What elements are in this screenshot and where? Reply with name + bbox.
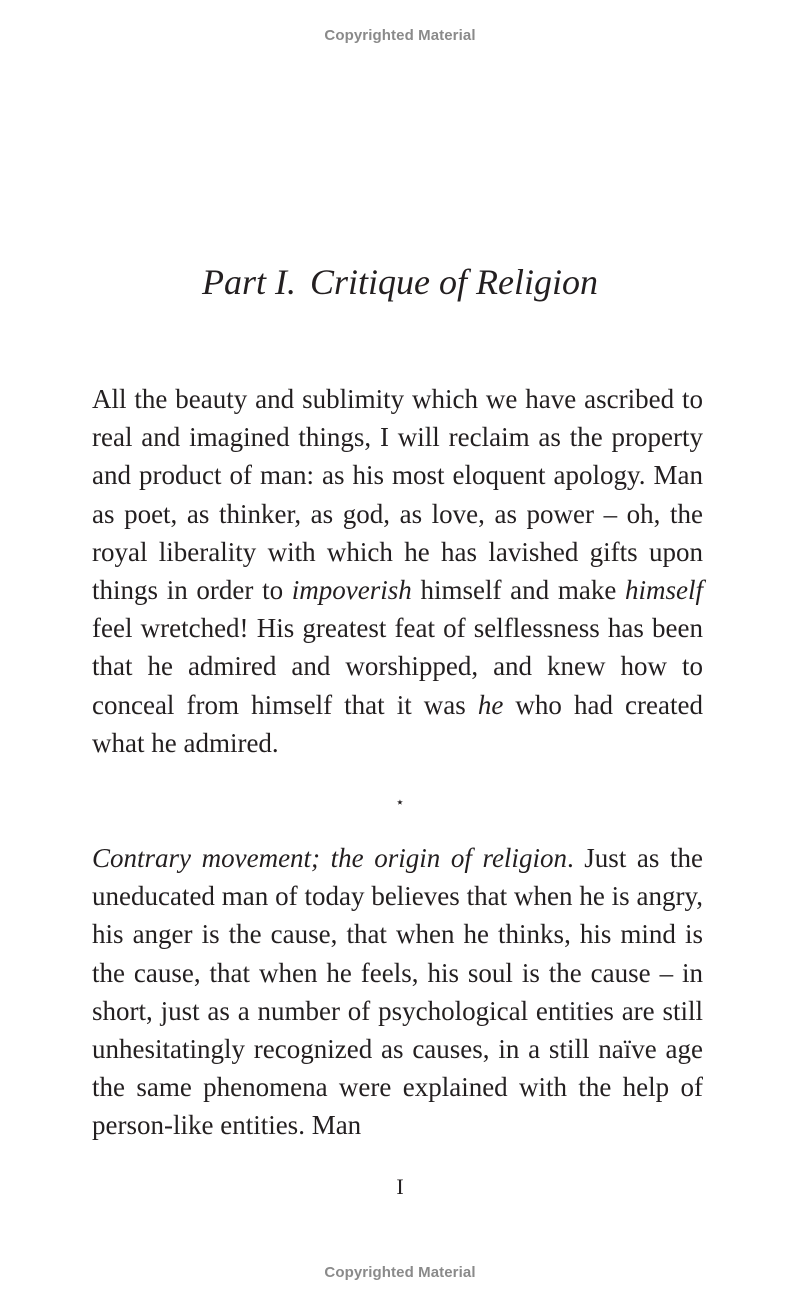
emphasis-impoverish: impoverish — [291, 575, 412, 606]
section-run-in-heading: Contrary movement; the origin of religion — [92, 843, 567, 873]
part-number: Part I. — [202, 262, 296, 302]
paragraph-1-text-3: feel wretched! His greatest feat of selflessness has been that he admired and worshipped, and knew how to conceal from himself that it was — [92, 613, 703, 720]
copyright-watermark-top: Copyrighted Material — [324, 27, 476, 44]
part-heading — [0, 258, 800, 306]
body-paragraph-2 — [92, 839, 703, 1145]
copyright-watermark-bottom: Copyrighted Material — [324, 1264, 476, 1281]
paragraph-2-text: . Just as the uneducated man of today believes that when he is angry, his anger is the cause, that when he thinks, his mind is the cause, that when he feels, his soul is the cause – in short, just as a number of psychological entities are still unhesitatingly recognized as causes, in a still naïve age the same phenomena were explained with the help of person-like entities. Man — [92, 843, 703, 1141]
emphasis-himself: himself — [625, 575, 703, 606]
page-number: I — [396, 1174, 404, 1199]
section-separator-star: ⋆ — [395, 795, 405, 811]
part-title: Critique of Religion — [310, 262, 598, 302]
body-paragraph-1 — [92, 380, 703, 762]
emphasis-he: he — [477, 689, 504, 720]
paragraph-1-text-1: All the beauty and sublimity which we have ascribed to real and imagined things, I will reclaim as the property and product of man: as his most eloquent apology. Man as poet, as thinker, as god, as love, as power – oh, the royal liberality with which he has lavished gifts upon things in order to — [92, 384, 703, 606]
paragraph-1-text-2: himself and make — [411, 575, 625, 606]
paragraph-1-text-4: who had created what he admired. — [92, 689, 703, 758]
